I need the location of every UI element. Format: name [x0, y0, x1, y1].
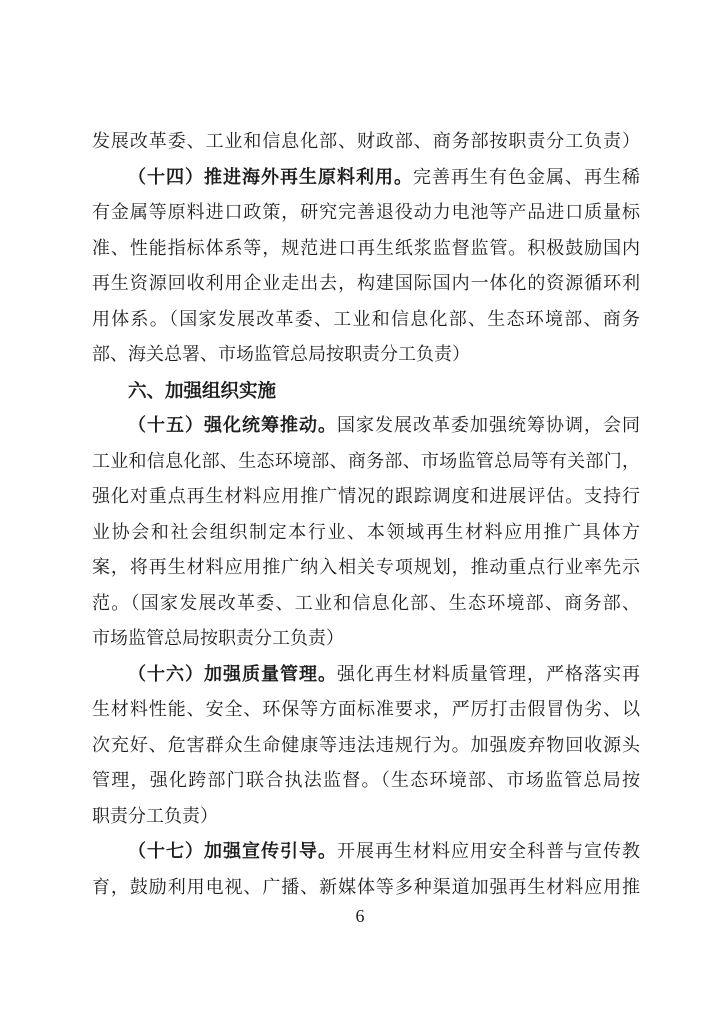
- text-line: [92, 302, 640, 338]
- page-number: 6: [355, 906, 365, 926]
- text-segment: 准、性能指标体系等，规范进口再生纸浆监督监管。积极鼓励国内: [92, 237, 640, 258]
- text-segment: 案，将再生材料应用推广纳入相关专项规划，推动重点行业率先示: [92, 557, 640, 577]
- text-segment: 强化再生材料质量管理，严格落实再: [337, 663, 640, 684]
- text-segment: 范。: [92, 592, 131, 613]
- section-heading: [92, 373, 640, 409]
- text-segment: 管理，强化跨部门联合执法监督。: [92, 770, 381, 790]
- text-line: [92, 444, 640, 480]
- text-segment: 次充好、危害群众生命健康等违法违规行为。加强废弃物回收源头: [92, 734, 640, 755]
- text-line: [92, 799, 640, 835]
- text-segment: 有金属等原料进口政策，研究完善退役动力电池等产品进口质量标: [92, 202, 640, 222]
- text-segment: （生态环境部、市场监管总局按: [380, 770, 640, 790]
- text-line: [92, 550, 640, 586]
- text-segment: 职责分工负责）: [92, 805, 218, 826]
- text-line: [92, 160, 640, 196]
- text-segment: （国家发展改革委、工业和信息化部、生态环境部、商务部、: [130, 592, 640, 613]
- text-line: [92, 195, 640, 231]
- text-line: [92, 337, 640, 373]
- text-block: [92, 124, 640, 905]
- text-line: [92, 586, 640, 622]
- text-segment: 育，鼓励利用电视、广播、新媒体等多种渠道加强再生材料应用推: [92, 876, 640, 897]
- text-line: [92, 266, 640, 302]
- text-line: [92, 231, 640, 267]
- text-line: [92, 692, 640, 728]
- text-segment: 工业和信息化部、生态环境部、商务部、市场监管总局等有关部门，: [92, 450, 640, 471]
- text-line: [92, 834, 640, 870]
- text-segment: 发展改革委、工业和信息化部、财政部、商务部按职责分工负责）: [92, 131, 640, 151]
- text-segment: 强化对重点再生材料应用推广情况的跟踪调度和进展评估。支持行: [92, 486, 640, 506]
- text-segment: 部、海关总署、市场监管总局按职责分工负责）: [92, 344, 470, 364]
- text-segment: （十四）推进海外再生原料利用。: [128, 166, 413, 187]
- text-line: [92, 621, 640, 657]
- text-segment: 业协会和社会组织制定本行业、本领域再生材料应用推广具体方: [92, 521, 640, 542]
- text-line: [92, 657, 640, 693]
- text-segment: 六、加强组织实施: [128, 379, 277, 401]
- text-segment: （十六）加强质量管理。: [128, 663, 337, 684]
- text-line: [92, 870, 640, 906]
- text-segment: 市场监管总局按职责分工负责）: [92, 628, 344, 648]
- text-segment: 用体系。: [92, 308, 169, 329]
- text-line: [92, 763, 640, 799]
- text-segment: 再生资源回收利用企业走出去，构建国际国内一体化的资源循环利: [92, 273, 640, 293]
- text-segment: 开展再生材料应用安全科普与宣传教: [337, 841, 640, 861]
- text-segment: 完善再生有色金属、再生稀: [413, 166, 640, 187]
- text-line: [92, 408, 640, 444]
- text-line: [92, 124, 640, 160]
- text-segment: （十七）加强宣传引导。: [128, 841, 337, 861]
- text-segment: （十五）强化统筹推动。: [128, 415, 337, 435]
- text-segment: 国家发展改革委加强统筹协调，会同: [337, 415, 640, 435]
- text-segment: 生材料性能、安全、环保等方面标准要求，严厉打击假冒伪劣、以: [92, 699, 640, 719]
- text-segment: （国家发展改革委、工业和信息化部、生态环境部、商务: [169, 308, 640, 329]
- text-line: [92, 479, 640, 515]
- text-line: [92, 515, 640, 551]
- text-line: [92, 728, 640, 764]
